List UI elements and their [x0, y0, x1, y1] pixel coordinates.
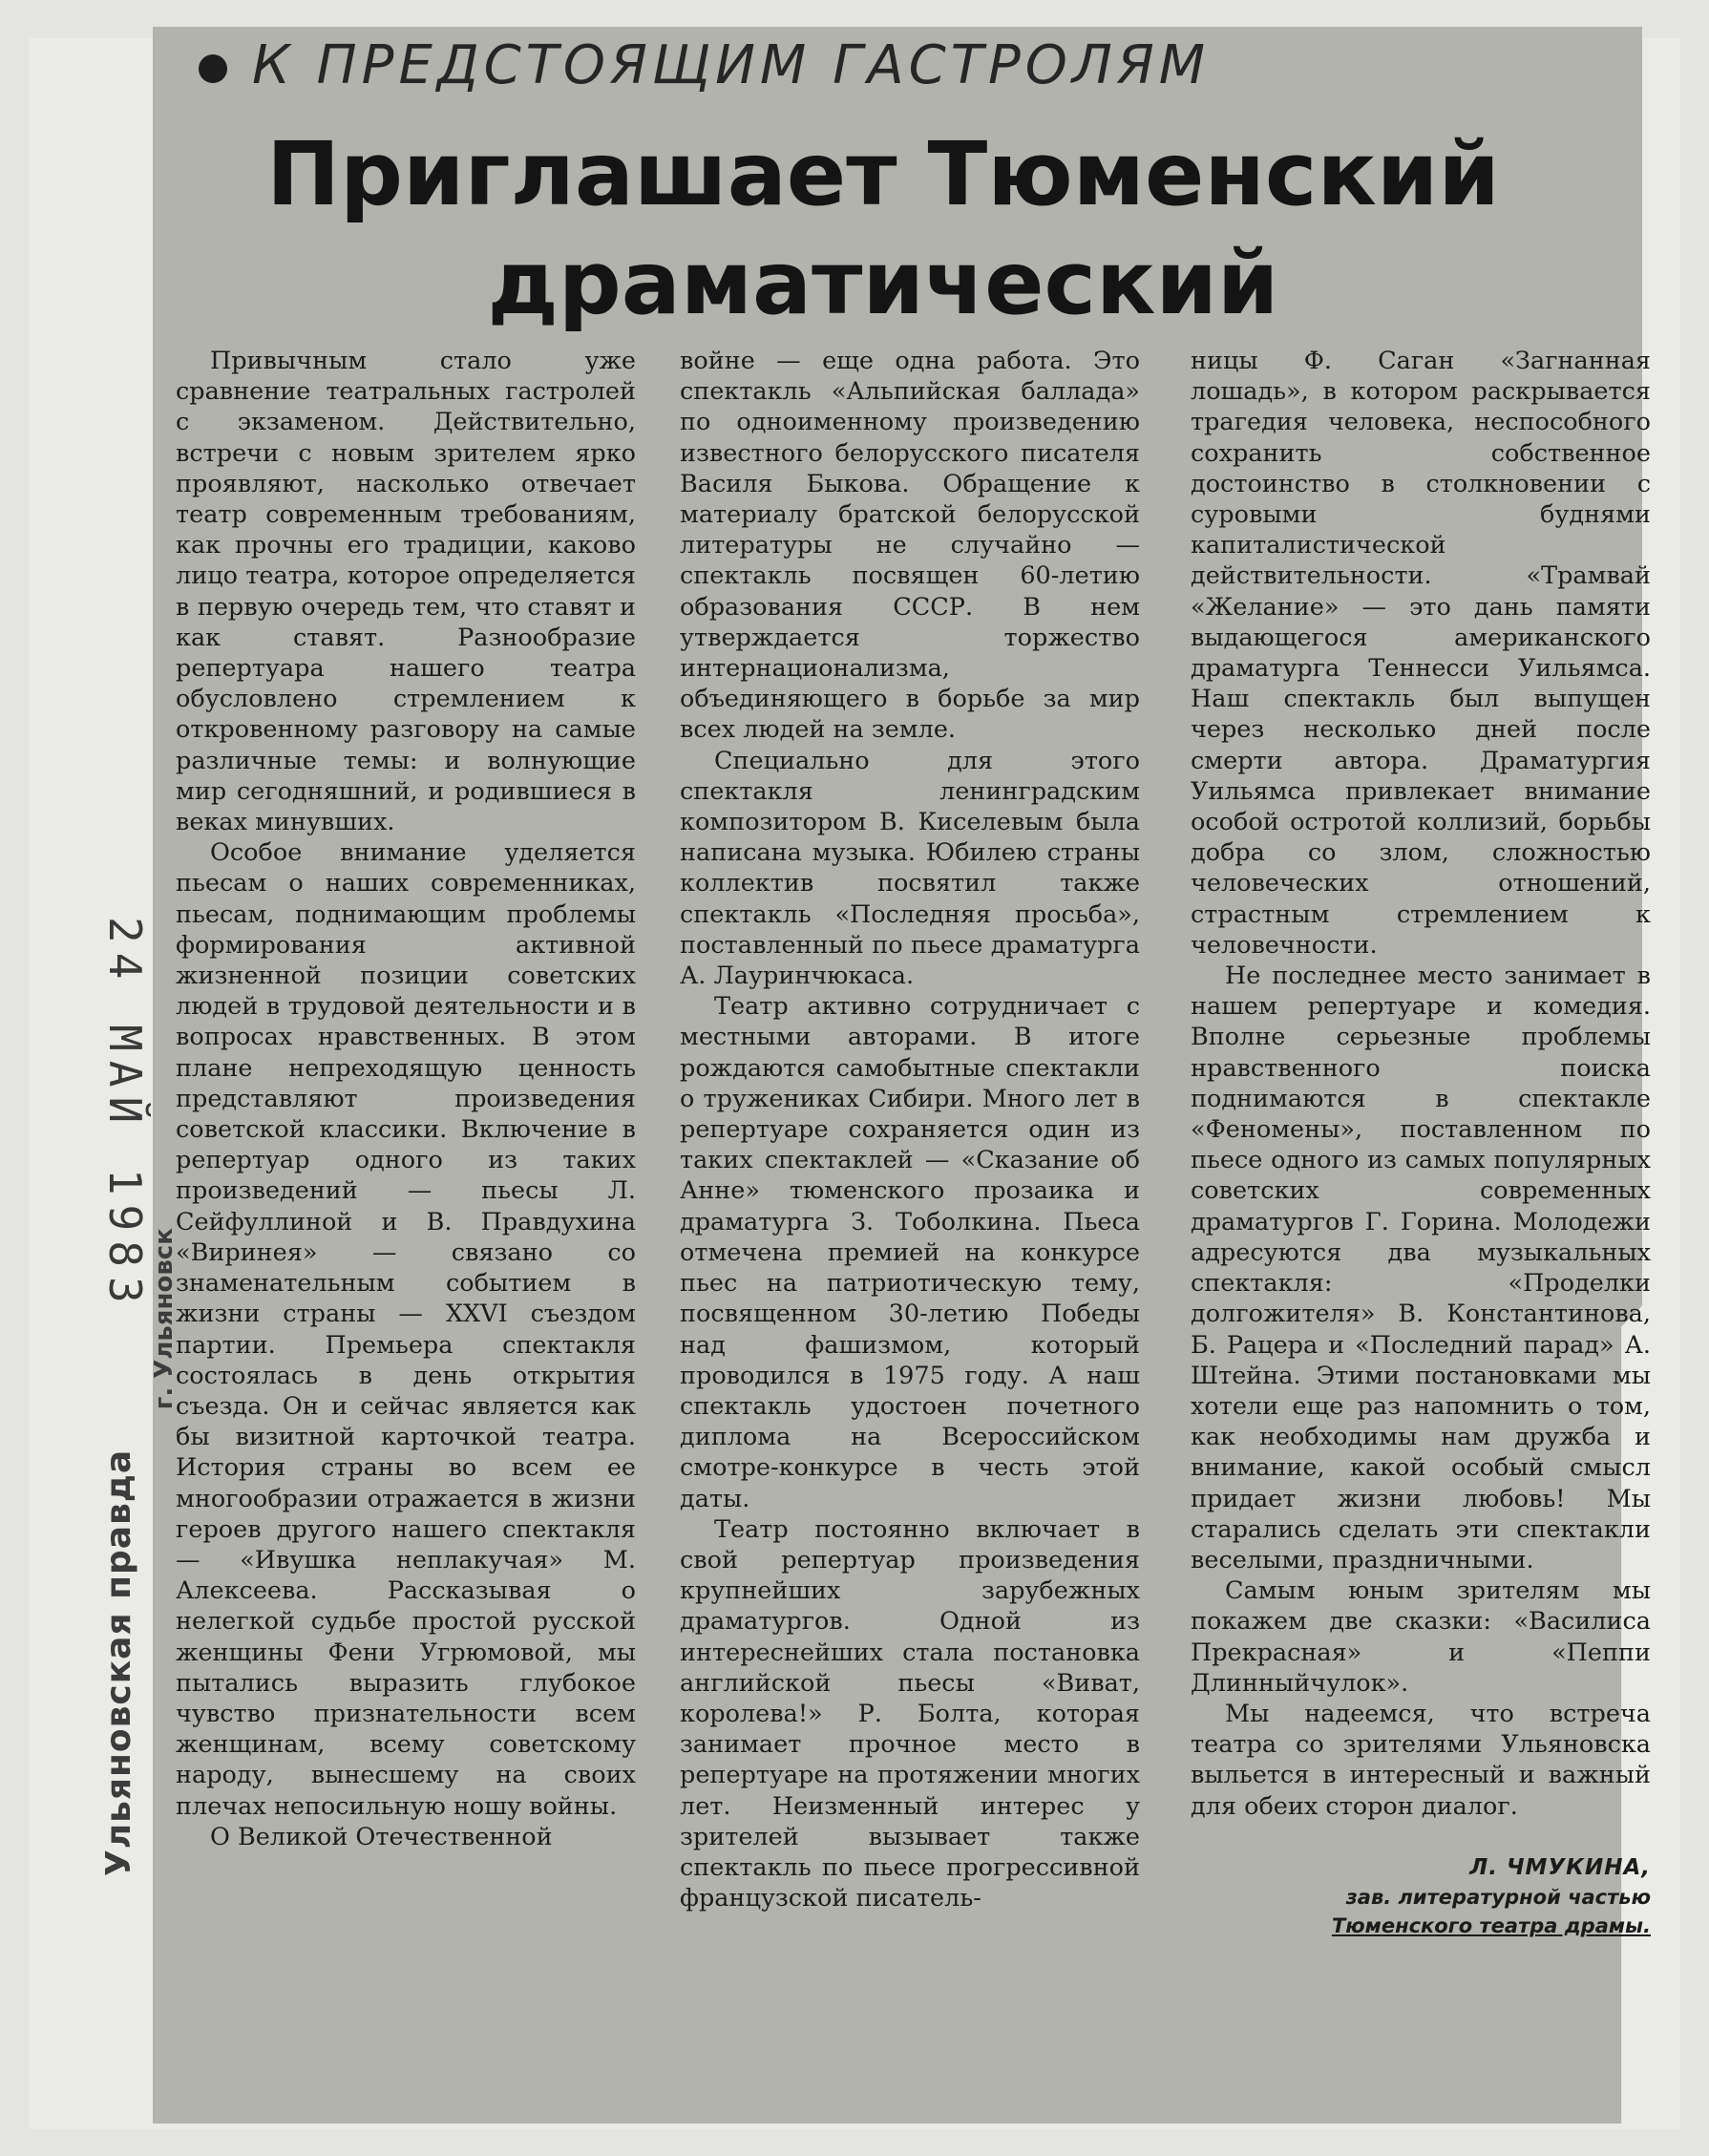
source-stamp: [99, 1228, 179, 1876]
article-column-3: [1191, 346, 1651, 1940]
paragraph: Привычным стало уже сравнение театральных гастролей с экзаменом. Действительно, встречи с новым зрителем ярко проявляют, насколько отвечает театр современным требованиям, как прочны его традиции, каково лицо театра, которое определяется в первую очередь тем, что ставят и как ставят. Разнообразие репертуара нашего театра обусловлено стремлением к откровенному разговору на самые различные темы: и волнующие мир сегодняшний, и родившиеся в веках минувших.: [176, 347, 636, 837]
paragraph: войне — еще одна работа. Это спектакль «Альпийская баллада» по одноименному произведению известного белорусского писателя Василя Быкова. Обращение к материалу братской белорусской литературы не случайно — спектакль посвящен 60-летию образования СССР. В нем утверждается торжество интернационализма, объединяющего в борьбе за мир всех людей на земле.: [680, 347, 1140, 745]
paragraph: Особое внимание уделяется пьесам о наших современниках, пьесам, поднимающим проблемы формирования активной жизненной позиции советских людей в трудовой деятельности и в вопросах нравственных. В этом плане непреходящую ценность представляют произведения советской классики. Включение в репертуар одного из таких произведений — пьесы Л. Сейфуллиной и В. Правдухина «Виринея» — связано со знаменательным событием в жизни страны — XXVI съездом партии. Премьера спектакля состоялась в день открытия съезда. Он и сейчас является как бы визитной карточкой театра. История страны во всем ее многообразии отражается в жизни героев другого нашего спектакля— «Ивушка неплакучая» М. Алексеева. Рассказывая о нелегкой судьбе простой русской женщины Фени Угрюмовой, мы пытались выразить глубокое чувство признательности всем женщинам, всему советскому народу, вынесшему на своих плечах непосильную ношу войны.: [176, 838, 636, 1821]
paragraph: О Великой Отечественной: [210, 1822, 553, 1851]
author-title: зав. литературной частью: [1345, 1885, 1651, 1909]
rubric-text: К ПРЕДСТОЯЩИМ ГАСТРОЛЯМ: [252, 34, 1211, 96]
paragraph: Театр активно сотрудничает с местными авторами. В итоге рождаются самобытные спектакли о тружениках Сибири. Много лет в репертуаре сохраняется один из таких спектаклей — «Сказание об Анне» тюменского прозаика и драматурга З. Тоболкина. Пьеса отмечена премией на конкурсе пьес на патриотическую тему, посвященном 30-летию Победы над фашизмом, который проводился в 1975 году. А наш спектакль удостоен почетного диплома на Всероссийском смотре-конкурсе в честь этой даты.: [680, 992, 1140, 1513]
paragraph: Не последнее место занимает в нашем репертуаре и комедия. Вполне серьезные проблемы нравственного поиска поднимаются в спектакле «Феномены», поставленном по пьесе одного из самых популярных советских современных драматургов Г. Горина. Молодежи адресуются два музыкальных спектакля: «Проделки долгожителя» В. Константинова, Б. Рацера и «Последний парад» А. Штейна. Этими постановками мы хотели еще раз напомнить о том, как необходимы нам дружба и внимание, какой особый смысл придает жизни любовь! Мы старались сделать эти спектакли веселыми, праздничными.: [1191, 962, 1651, 1575]
headline: Приглашает Тюменский драматический: [266, 123, 1500, 334]
author-name: Л. ЧМУКИНА,: [1469, 1854, 1651, 1880]
paragraph: Театр постоянно включает в свой репертуар произведения крупнейших зарубежных драматургов. Одной из интереснейших стала постановка английской пьесы «Виват, королева!» Р. Болта, которая занимает прочное место в репертуаре на протяжении многих лет. Неизменный интерес у зрителей вызывает также спектакль по пьесе прогрессивной французской писатель-: [680, 1514, 1140, 1913]
city-name: г. Ульяновск: [150, 1228, 179, 1410]
article-body: [176, 346, 1660, 2107]
rubric: [199, 34, 1249, 96]
paragraph: Мы надеемся, что встреча театра со зрителями Ульяновска выльется в интересный и важный для обеих сторон диалог.: [1191, 1699, 1651, 1821]
paragraph: Самым юным зрителям мы покажем две сказки: «Василиса Прекрасная» и «Пеппи Длинныйчулок».: [1191, 1576, 1651, 1698]
bullet-dot-icon: [199, 54, 227, 83]
paragraph: Специально для этого спектакля ленинградским композитором В. Киселевым была написана музыка. Юбилею страны коллектив посвятил также спектакль «Последняя просьба», поставленный по пьесе драматурга А. Лауринчюкаса.: [680, 746, 1140, 991]
author-organization: Тюменского театра драмы.: [1331, 1913, 1651, 1937]
article-column-2: [680, 346, 1140, 1913]
newspaper-name: Ульяновская правда: [99, 1448, 138, 1876]
article-column-1: [176, 346, 636, 1852]
date-stamp: 24 МАЙ 1983: [99, 917, 151, 1313]
author-signature: [1191, 1852, 1651, 1940]
paragraph: ницы Ф. Саган «Загнанная лошадь», в котором раскрывается трагедия человека, неспособного сохранить собственное достоинство в столкновении с суровыми буднями капиталистической действительности. «Трамвай «Желание» — это дань памяти выдающегося американского драматурга Теннесси Уильямса. Наш спектакль был выпущен через несколько дней после смерти автора. Драматургия Уильямса привлекает внимание особой остротой коллизий, борьбы добра со злом, сложностью человеческих отношений, страстным стремлением к человечности.: [1191, 347, 1651, 960]
